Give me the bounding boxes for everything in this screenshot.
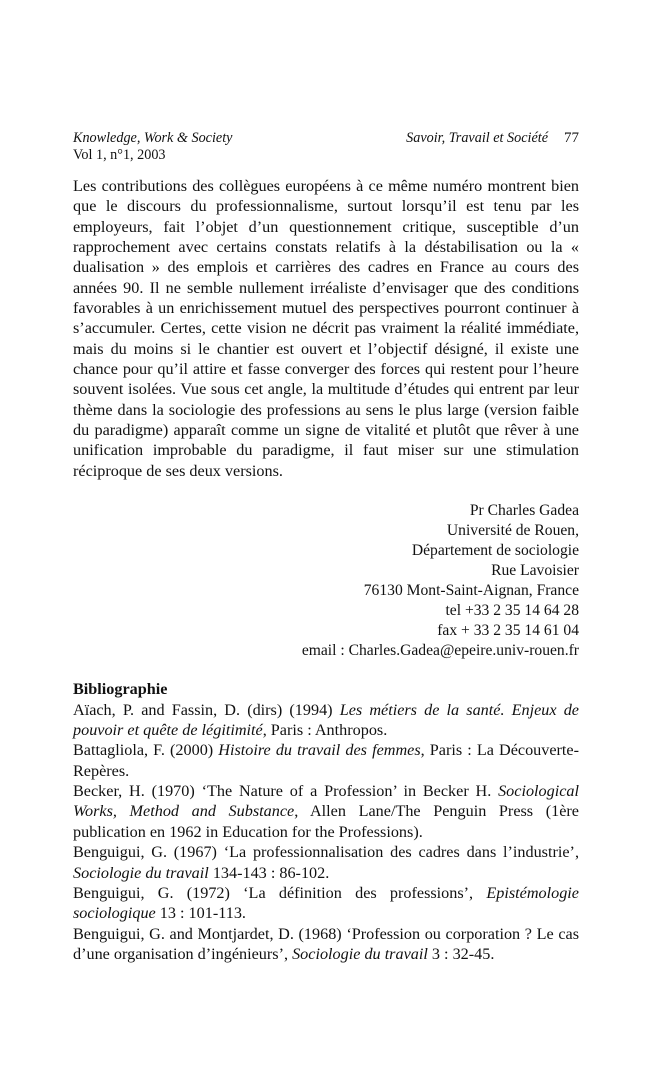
reference-item [73, 842, 579, 883]
author-department: Département de sociologie [411, 541, 579, 559]
author-name: Pr Charles Gadea [469, 502, 579, 520]
reference-publisher: 134-143 : 86-102. [208, 863, 330, 882]
reference-title: Sociological Works, Method and Substance [73, 782, 579, 821]
running-head-left [73, 130, 232, 164]
journal-title: Knowledge, Work & Society [73, 130, 233, 146]
author-fax: fax + 33 2 35 14 61 04 [437, 621, 579, 639]
reference-title: Les métiers de la santé. Enjeux de pouvoir et quête de légitimité [73, 700, 579, 740]
reference-authors: Becker, H. (1970) ‘The Nature of a Profession’ in Becker H. [73, 782, 499, 801]
reference-publisher: , Paris : Anthropos. [262, 721, 388, 740]
author-institution: Université de Rouen, [446, 522, 579, 540]
reference-title: Epistémologie sociologique [73, 883, 579, 923]
reference-authors: Benguigui, G. (1972) ‘La définition des professions’, [73, 883, 487, 902]
reference-authors: Benguigui, G. (1967) ‘La professionnalisation des cadres dans l’industrie’, [73, 843, 579, 862]
reference-item [73, 781, 579, 842]
page [73, 130, 579, 964]
reference-title: Sociologie du travail [73, 863, 209, 882]
reference-authors: Aïach, P. and Fassin, D. (dirs) (1994) [73, 700, 340, 719]
author-email: email : Charles.Gadea@epeire.univ-rouen.fr [301, 641, 579, 659]
body-paragraph: Les contributions des collègues européens à ce même numéro montrent bien que le discours du professionnalisme, surtout lorsqu’il est tenu par les employeurs, fait l’objet d’un questionnement critique, susceptible d’un rapprochement avec certains constats relatifs à la déstabilisation ou la « dualisation » des emplois et carrières des cadres en France au cours des années 90. Il ne semble nullement irréaliste d’envisager que des conditions favorables à un enrichissement mutuel des perspectives pourront continuer à s’accumuler. Certes, cette vision ne décrit pas vraiment la réalité immédiate, mais du moins si le chantier est ouvert et l’objectif désigné, il existe une chance pour qu’il attire et fasse converger des forces qui restent pour l’heure souvent isolées. Vue sous cet angle, la multitude d’études qui entrent par leur thème dans la sociologie des professions au sens le plus large (version faible du paradigme) apparaît comme un signe de vitalité et plutôt que rêver à une unification improbable du paradigme, il faut miser sur une stimulation réciproque de ses deux versions. [73, 177, 579, 480]
running-head-right [406, 130, 579, 147]
reference-publisher: , Allen Lane/The Penguin Press (1ère publication en 1962 in Education for the Professions). [73, 802, 579, 841]
reference-publisher: 3 : 32-45. [427, 944, 495, 963]
reference-authors: Battagliola, F. (2000) [73, 741, 219, 760]
bibliography-heading: Bibliographie [73, 680, 168, 699]
page-number: 77 [564, 130, 579, 146]
reference-title: Sociologie du travail [292, 944, 428, 963]
reference-item [73, 740, 579, 781]
author-signature [73, 501, 579, 660]
running-head [73, 130, 579, 166]
author-street: Rue Lavoisier [491, 561, 579, 579]
journal-french-title: Savoir, Travail et Société [406, 130, 548, 146]
bibliography [73, 679, 579, 964]
reference-publisher: 13 : 101-113. [155, 904, 246, 923]
volume-info: Vol 1, n°1, 2003 [73, 147, 166, 163]
reference-item [73, 924, 579, 965]
reference-item [73, 700, 579, 741]
reference-item [73, 883, 579, 924]
author-tel: tel +33 2 35 14 64 28 [445, 601, 579, 619]
reference-authors: Benguigui, G. and Montjardet, D. (1968) ‘Profession ou corporation ? Le cas d’une organisation d’ingénieurs’, [73, 924, 579, 963]
reference-title: Histoire du travail des femmes [218, 741, 421, 760]
author-city: 76130 Mont-Saint-Aignan, France [363, 581, 579, 599]
reference-publisher: , Paris : La Découverte-Repères. [73, 741, 580, 780]
